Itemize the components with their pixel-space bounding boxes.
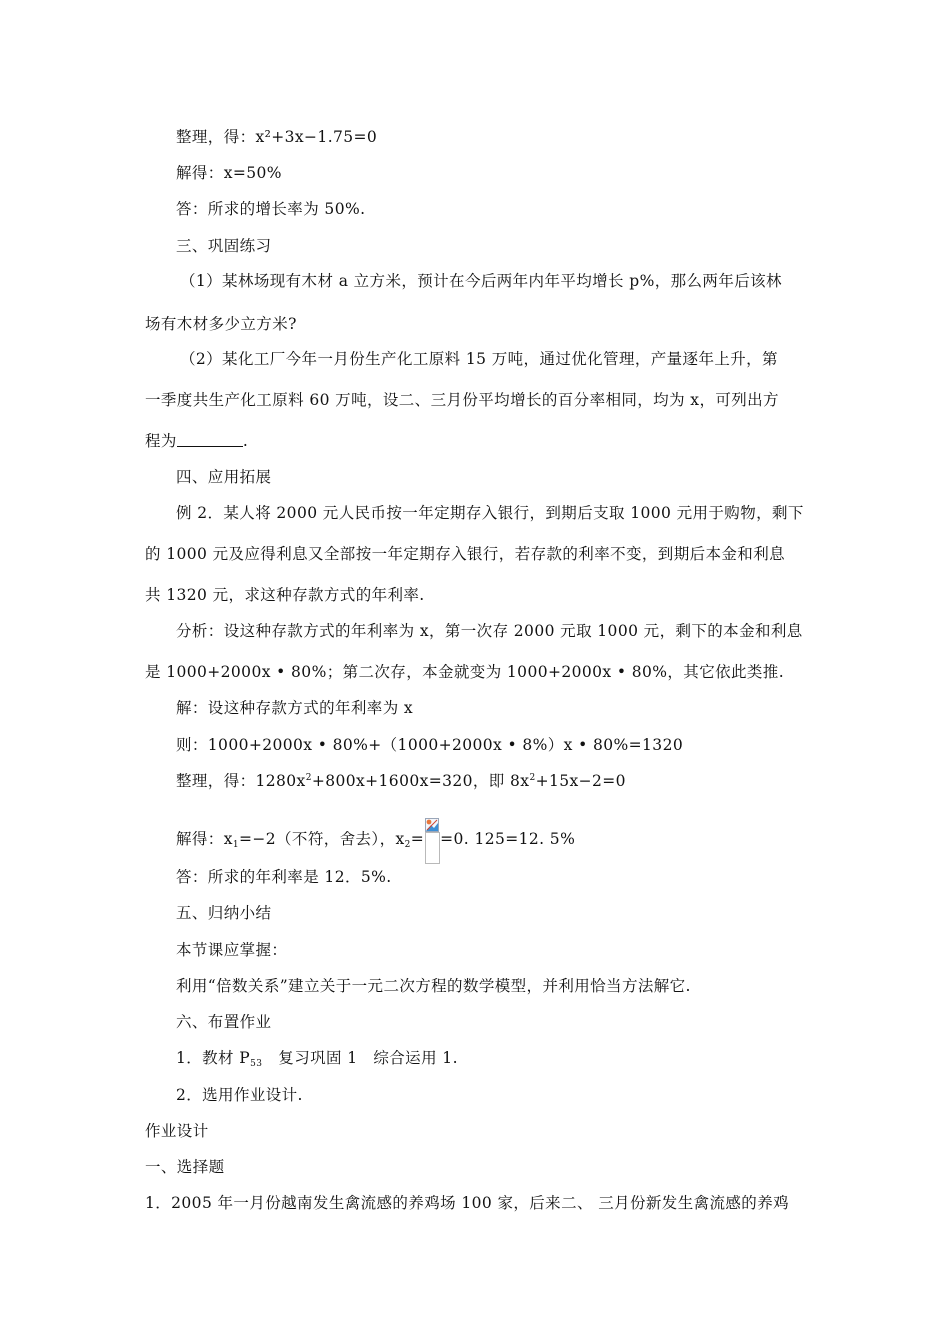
subscript: 2	[404, 840, 411, 850]
text-line: 场有木材多少立方米?	[145, 315, 297, 333]
subscript: 1	[232, 840, 239, 850]
section-heading: 六、布置作业	[176, 1013, 272, 1031]
equation-line: 则：1000+2000x • 80%+（1000+2000x • 8%）x • 80%=1320	[176, 736, 684, 754]
broken-image-icon	[425, 818, 439, 832]
subscript: 53	[250, 1059, 263, 1069]
text-line: 解：设这种存款方式的年利率为 x	[176, 699, 414, 717]
equation-line	[176, 771, 626, 791]
text-fragment: 1．教材 P	[176, 1049, 251, 1067]
section-heading: 五、归纳小结	[176, 904, 272, 922]
exponent: 2	[529, 773, 536, 783]
text-fragment: 解得：x	[176, 830, 233, 848]
text-line: 利用“倍数关系”建立关于一元二次方程的数学模型，并利用恰当方法解它.	[176, 977, 691, 995]
text-line: 例 2．某人将 2000 元人民币按一年定期存入银行，到期后支取 1000 元用于购物，剩下	[176, 504, 804, 522]
text-fragment: +15x−2=0	[535, 772, 626, 790]
text-fragment: +800x+1600x=320，即 8x	[311, 772, 530, 790]
text-line: 1．2005 年一月份越南发生禽流感的养鸡场 100 家，后来二、 三月份新发生禽流感的养鸡	[145, 1194, 790, 1212]
text-fragment: =0. 125=12. 5%	[440, 830, 576, 848]
text-line: 2．选用作业设计.	[176, 1086, 303, 1104]
text-line: 解得：x=50%	[176, 164, 282, 182]
text-line: 一季度共生产化工原料 60 万吨，设二、三月份平均增长的百分率相同，均为 x，可列出方	[145, 391, 779, 409]
text-line: 本节课应掌握：	[176, 941, 288, 959]
text-line: 分析：设这种存款方式的年利率为 x，第一次存 2000 元取 1000 元，剩下的本金和利息	[176, 622, 803, 640]
section-heading: 三、巩固练习	[176, 237, 272, 255]
text-line	[176, 1048, 458, 1068]
text-line: 是 1000+2000x • 80%；第二次存，本金就变为 1000+2000x • 80%，其它依此类推.	[145, 663, 785, 681]
section-heading: 四、应用拓展	[176, 468, 272, 486]
section-heading: 作业设计	[145, 1122, 209, 1140]
text-line	[176, 127, 377, 147]
text-fragment: 复习巩固 1 综合运用 1.	[262, 1049, 458, 1067]
text-fragment: 程为	[145, 432, 177, 450]
text-fragment: 整理，得：1280x	[176, 772, 306, 790]
equation-line	[176, 818, 575, 862]
fraction-placeholder	[425, 832, 440, 864]
text-line: 共 1320 元，求这种存款方式的年利率.	[145, 586, 425, 604]
text-fragment: .	[242, 432, 249, 450]
equation-text: 整理，得：x²+3x−1.75=0	[176, 128, 378, 146]
text-line: 答：所求的年利率是 12．5%.	[176, 868, 392, 886]
fraction-image	[425, 818, 439, 862]
answer-blank	[177, 432, 243, 447]
text-line: （1）某林场现有木材 a 立方米，预计在今后两年内年平均增长 p%，那么两年后该林	[180, 272, 782, 290]
text-line: 答：所求的增长率为 50%.	[176, 200, 366, 218]
exponent: 2	[305, 773, 312, 783]
text-line: 的 1000 元及应得利息又全部按一年定期存入银行，若存款的利率不变，到期后本金和利息	[145, 545, 786, 563]
text-fragment: =−2（不符，舍去），x	[238, 830, 405, 848]
text-fragment: =	[410, 830, 425, 848]
section-heading: 一、选择题	[145, 1158, 225, 1176]
text-line: （2）某化工厂今年一月份生产化工原料 15 万吨，通过优化管理，产量逐年上升，第	[180, 350, 778, 368]
text-line	[145, 431, 248, 451]
